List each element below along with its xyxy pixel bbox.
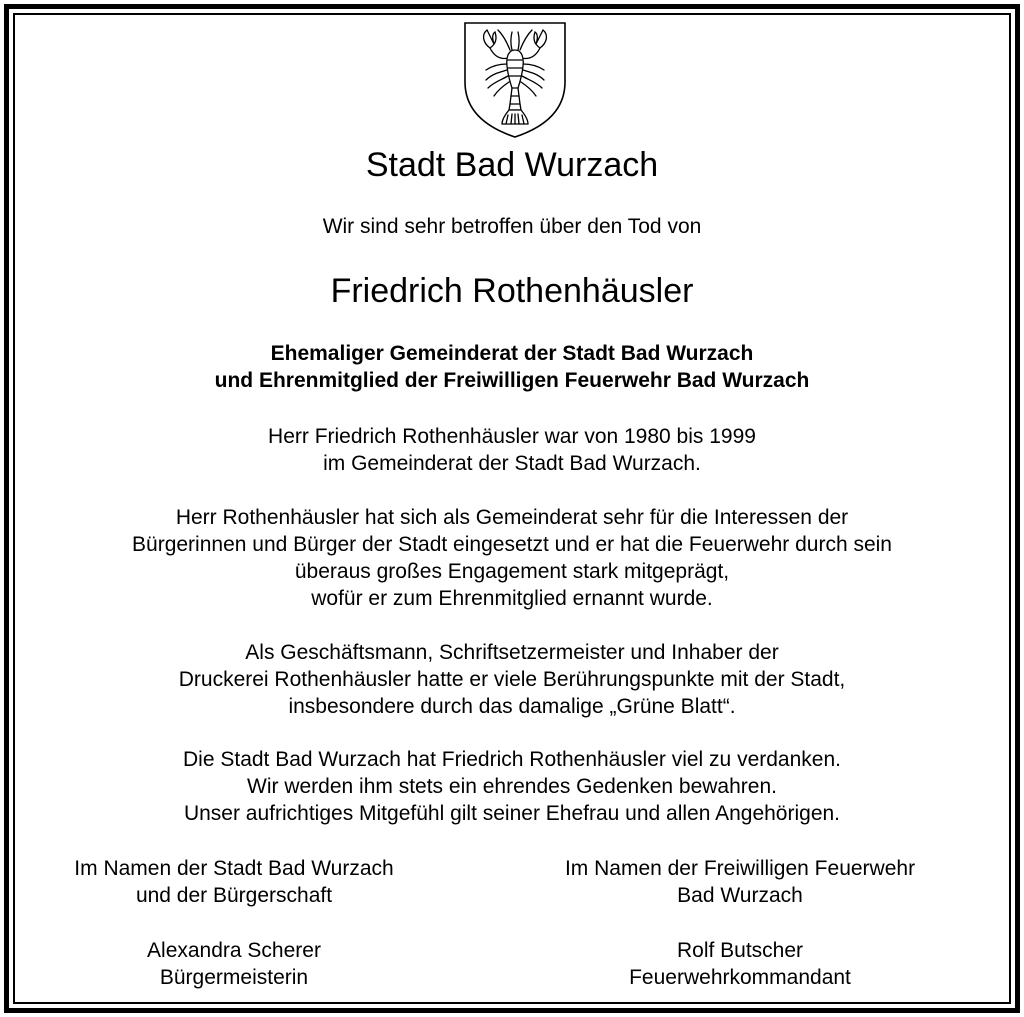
deceased-name: Friedrich Rothenhäusler — [330, 272, 694, 310]
paragraph-line: Herr Friedrich Rothenhäusler war von 1980 bis 1999 — [268, 425, 756, 448]
paragraph-line: Wir werden ihm stets ein ehrendes Gedenken bewahren. — [247, 775, 777, 798]
signature-right-line2: Bad Wurzach — [677, 884, 803, 907]
signature-right-line1: Im Namen der Freiwilligen Feuerwehr — [564, 857, 916, 880]
signature-right-title: Feuerwehrkommandant — [629, 966, 851, 989]
paragraph-line: Herr Rothenhäusler hat sich als Gemeinderat sehr für die Interessen der — [175, 506, 849, 529]
paragraph-line: überaus großes Engagement stark mitgeprägt, — [294, 560, 730, 583]
city-crest-icon — [462, 20, 568, 140]
role-line: Ehemaliger Gemeinderat der Stadt Bad Wurzach — [270, 342, 754, 365]
paragraph-line: insbesondere durch das damalige „Grüne Blatt“. — [288, 695, 736, 718]
signature-left-line1: Im Namen der Stadt Bad Wurzach — [74, 857, 394, 880]
signature-right-person: Rolf Butscher — [676, 939, 804, 962]
page-title: Stadt Bad Wurzach — [365, 146, 659, 184]
role-line: und Ehrenmitglied der Freiwilligen Feuerwehr Bad Wurzach — [214, 369, 810, 392]
signature-left-title: Bürgermeisterin — [159, 966, 309, 989]
paragraph-line: Als Geschäftsmann, Schriftsetzermeister und Inhaber der — [245, 641, 779, 664]
paragraph-line: Die Stadt Bad Wurzach hat Friedrich Rothenhäusler viel zu verdanken. — [183, 748, 841, 771]
paragraph-line: Bürgerinnen und Bürger der Stadt eingesetzt und er hat die Feuerwehr durch sein — [132, 533, 892, 556]
signature-left-person: Alexandra Scherer — [147, 939, 321, 962]
signature-left-line2: und der Bürgerschaft — [135, 884, 333, 907]
intro-line: Wir sind sehr betroffen über den Tod von — [322, 215, 702, 238]
paragraph-line: wofür er zum Ehrenmitglied ernannt wurde. — [311, 587, 713, 610]
paragraph-line: im Gemeinderat der Stadt Bad Wurzach. — [323, 452, 701, 475]
paragraph-line: Unser aufrichtiges Mitgefühl gilt seiner Ehefrau und allen Angehörigen. — [183, 802, 841, 825]
paragraph-line: Druckerei Rothenhäusler hatte er viele Berührungspunkte mit der Stadt, — [178, 668, 846, 691]
